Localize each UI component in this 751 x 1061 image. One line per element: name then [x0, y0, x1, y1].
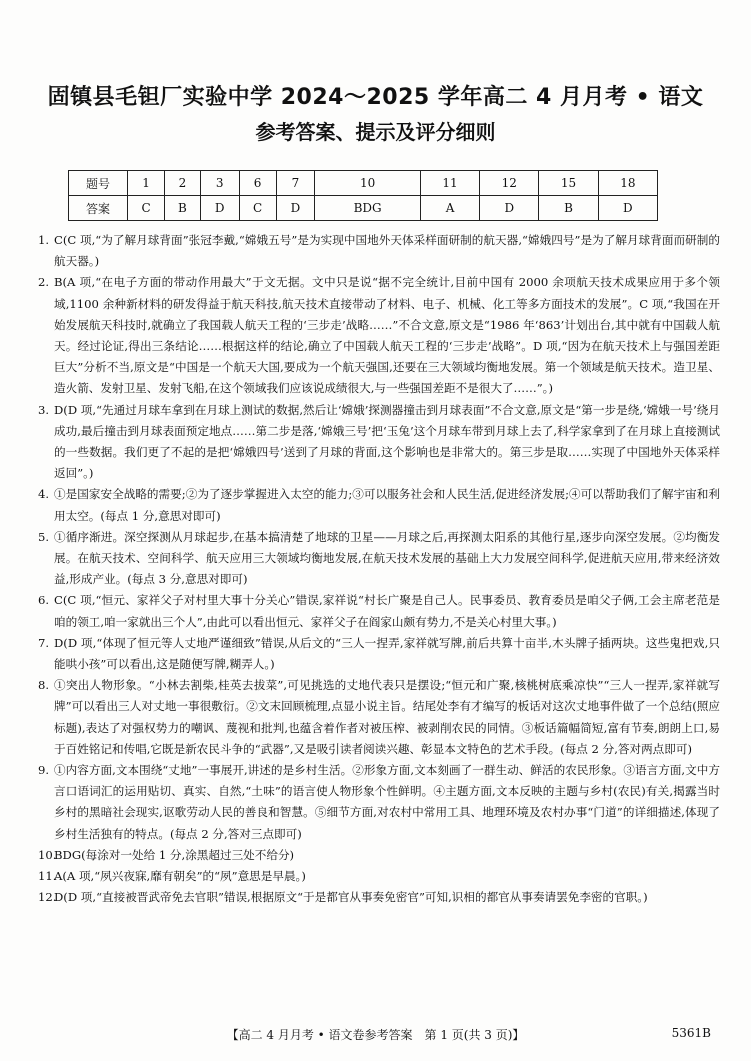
- answer-cell: D: [598, 196, 657, 221]
- item-text: C(C 项,“恒元、家祥父子对村里大事十分关心”错误,家祥说“村长广聚是自己人。民事委员、教育委员是咱父子俩,工会主席老范是咱的领工,咱一家就出三个人”,由此可以看出恒元、家祥父子在阎家山颇有势力,不是关心村里大事。): [54, 593, 720, 629]
- answer-row: [69, 196, 658, 221]
- item-text: BDG(每涂对一处给 1 分,涂黑超过三处不给分): [54, 847, 295, 862]
- question-cell: 15: [539, 171, 598, 196]
- item-text: ①突出人物形象。“小林去割柴,桂英去拔菜”,可见挑选的丈地代表只是摆设;“恒元和广聚,核桃树底乘凉快”“三人一捏弄,家祥就写牌”可以看出三人对丈地一事很敷衍。②文末回顾梳理,点显小说主旨。结尾处李有才编写的板话对这次丈地事件做了一个总结(照应标题),表达了对强权势力的嘲讽、蔑视和批判,也蕴含着作者对被压榨、被剥削农民的同情。③板话篇幅简短,富有节奏,朗朗上口,易于百姓铭记和传唱,它既是新农民斗争的“武器”,又是吸引读者阅读兴趣、彰显本文特色的艺术手段。(每点 2 分,答对两点即可): [54, 678, 720, 756]
- row-label-question: 题号: [69, 171, 128, 196]
- explanation-item: [40, 887, 720, 908]
- item-number: 10.: [38, 847, 57, 862]
- explanation-item: [40, 527, 720, 591]
- explanation-item: [40, 484, 720, 526]
- item-text: ①内容方面,文本围绕“丈地”一事展开,讲述的是乡村生活。②形象方面,文本刻画了一群生动、鲜活的农民形象。③语言方面,文中方言口语词汇的运用贴切、真实、自然,“土味”的语言使人物形象个性鲜明。④主题方面,文本反映的主题与乡村(农民)有关,揭露当时乡村的黑暗社会现实,讴歌劳动人民的善良和智慧。⑤细节方面,对农村中常用工具、地理环境及农村办事“门道”的详细描述,体现了乡村生活独有的特点。(每点 2 分,答对三点即可): [54, 763, 720, 841]
- question-cell: 2: [165, 171, 201, 196]
- page-footer: 【高二 4 月月考 • 语文卷参考答案 第 1 页(共 3 页)】: [226, 1028, 525, 1042]
- item-number: 4.: [38, 487, 50, 502]
- question-cell: 12: [480, 171, 539, 196]
- question-cell: 18: [598, 171, 657, 196]
- item-text: D(D 项,“体现了恒元等人丈地严谨细致”错误,从后文的“三人一捏弄,家祥就写牌,前后共算十亩半,木头牌子插两块。这些鬼把戏,只能哄小孩”可以看出,这是随便写牌,糊弄人。): [54, 635, 720, 672]
- item-number: 9.: [38, 763, 50, 778]
- answer-cell: BDG: [315, 196, 421, 221]
- item-number: 7.: [38, 635, 50, 650]
- item-number: 8.: [38, 678, 50, 693]
- item-text: D(D 项,“直接被晋武帝免去官职”错误,根据原文“于是都官从事奏免密官”可知,识相的都官从事奏请罢免李密的官职。): [54, 890, 648, 905]
- item-text: ①循序渐进。深空探测从月球起步,在基本搞清楚了地球的卫星——月球之后,再探测太阳系的其他行星,逐步向深空发展。②均衡发展。在航天技术、空间科学、航天应用三大领域均衡地发展,在航天技术发展的基础上大力发展空间科学,促进航天应用,带来经济效益,形成产业。(每点 3 分,意思对即可): [54, 529, 720, 587]
- page-subtitle: 参考答案、提示及评分细则: [255, 120, 496, 144]
- item-text: B(A 项,“在电子方面的带动作用最大”于文无据。文中只是说“据不完全统计,目前中国有 2000 余项航天技术成果应用于多个领域,1100 余种新材料的研发得益于航天科技,航天技术直接带动了材料、电子、机械、化工等多方面技术的发展”。C 项,“我国在开始发展航天科技时,就确立了我国载人航天工程的‘三步走’战略……”不合文意,原文是“1986 年‘863’计划出台,其中就有中国载人航天。经过论证,得出三条结论……根据这样的结论,确立了中国载人航天工程的‘三步走’战略”。D 项,“因为在航天技术上与强国差距巨大”分析不当,原文是“中国是一个航天大国,要成为一个航天强国,还要在三大领域均衡地发展。第一个领域是航天技术。造卫星、造火箭、发射卫星、发射飞船,在这个领域我们应该说成绩很大,与一些强国差距不是很大了……”。): [54, 275, 720, 396]
- answer-cell: D: [480, 196, 539, 221]
- question-cell: 7: [276, 171, 315, 196]
- answer-cell: D: [200, 196, 239, 221]
- item-number: 5.: [38, 529, 50, 544]
- question-number-row: [69, 171, 658, 196]
- answer-table: [68, 170, 658, 221]
- explanation-item: [40, 760, 720, 845]
- item-number: 12.: [38, 890, 57, 905]
- item-number: 3.: [38, 402, 50, 417]
- explanation-item: [40, 675, 720, 760]
- answer-cell: B: [539, 196, 598, 221]
- item-number: 2.: [38, 275, 50, 290]
- answer-cell: C: [128, 196, 165, 221]
- explanation-item: [40, 633, 720, 675]
- explanation-item: [40, 272, 720, 399]
- answer-explanations: [40, 230, 720, 909]
- row-label-answer: 答案: [69, 196, 128, 221]
- item-text: C(C 项,“为了解月球背面”张冠李戴,“嫦娥五号”是为实现中国地外天体采样面研制的航天器,“嫦娥四号”是为了解月球背面而研制的航天器。): [54, 233, 720, 269]
- explanation-item: [40, 230, 720, 272]
- question-cell: 6: [239, 171, 276, 196]
- item-number: 6.: [38, 593, 50, 608]
- question-cell: 3: [200, 171, 239, 196]
- document-code: 5361B: [671, 1026, 711, 1040]
- answer-cell: D: [276, 196, 315, 221]
- explanation-item: [40, 845, 720, 866]
- explanation-item: [40, 590, 720, 632]
- item-text: A(A 项,“夙兴夜寐,靡有朝矣”的“夙”意思是早晨。): [54, 869, 306, 884]
- item-number: 1.: [38, 233, 50, 247]
- answer-cell: B: [165, 196, 201, 221]
- page-title: 固镇县毛钽厂实验中学 2024～2025 学年高二 4 月月考 • 语文: [47, 85, 704, 110]
- item-number: 11.: [38, 869, 57, 884]
- item-text: D(D 项,“先通过月球车拿到在月球上测试的数据,然后让‘嫦娥’探测器撞击到月球表面”不合文意,原文是“第一步是绕,‘嫦娥一号’绕月成功,最后撞击到月球表面预定地点……第二步是落,‘嫦娥三号’把‘玉兔’这个月球车带到月球上去了,科学家拿到了在月球上直接测试的一些数据。我们更了不起的是把‘嫦娥四号’送到了月球的背面,这个影响也是非常大的。第三步是取……实现了中国地外天体采样返回”。): [54, 402, 720, 481]
- question-cell: 10: [315, 171, 421, 196]
- question-cell: 1: [128, 171, 165, 196]
- explanation-item: [40, 866, 720, 887]
- answer-cell: C: [239, 196, 276, 221]
- explanation-item: [40, 400, 720, 485]
- item-text: ①是国家安全战略的需要;②为了逐步掌握进入太空的能力;③可以服务社会和人民生活,促进经济发展;④可以帮助我们了解宇宙和利用太空。(每点 1 分,意思对即可): [54, 487, 720, 523]
- answer-cell: A: [420, 196, 479, 221]
- question-cell: 11: [420, 171, 479, 196]
